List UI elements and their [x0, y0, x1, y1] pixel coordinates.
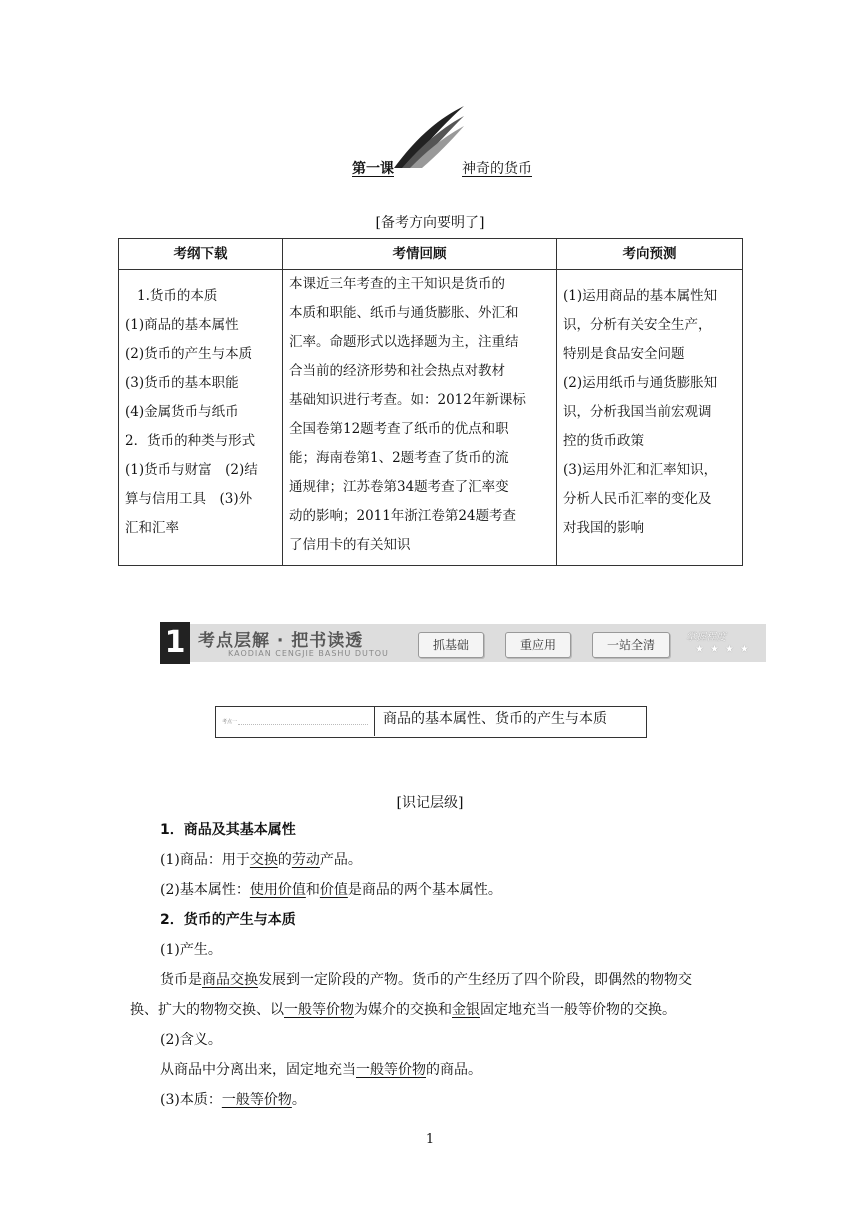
- text: 产品。: [319, 852, 362, 868]
- outline-line: 2．货币的种类与形式: [125, 433, 256, 449]
- paragraph-5: [130, 1000, 676, 1020]
- outline-line: (1)商品的基本属性: [125, 317, 239, 333]
- header-forecast: 考向预测: [557, 239, 743, 270]
- text: 是商品的两个基本属性。: [347, 882, 502, 898]
- forecast-line: 对我国的影响: [563, 520, 644, 536]
- forecast-line: 特别是食品安全问题: [563, 346, 685, 362]
- text: 。: [291, 1092, 306, 1108]
- forecast-line: (2)运用纸币与通货膨胀知: [563, 375, 718, 391]
- text: 从商品中分离出来，固定地充当: [160, 1062, 356, 1078]
- text: 发展到一定阶段的产物。货币的产生经历了四个阶段，即偶然的物物交: [258, 972, 692, 988]
- application-button[interactable]: 重应用: [505, 632, 571, 658]
- underlined-term: 使用价值: [249, 882, 306, 898]
- table-header-row: [119, 239, 743, 270]
- outline-cell: [119, 270, 283, 566]
- forecast-line: 识，分析有关安全生产，: [563, 317, 712, 333]
- forecast-line: 分析人民币汇率的变化及: [563, 491, 712, 507]
- paragraph-7: [160, 1060, 482, 1080]
- underlined-term: 一般等价物: [284, 1002, 354, 1018]
- review-line: 能；海南卷第1、2题考查了货币的流: [289, 450, 509, 466]
- underlined-term: 劳动: [291, 852, 320, 868]
- text: 换、扩大的物物交换、以: [130, 1002, 284, 1018]
- review-line: 动的影响；2011年浙江卷第24题考查: [289, 508, 517, 524]
- heading-1: 1．商品及其基本属性: [160, 822, 296, 838]
- paragraph-4: [160, 970, 692, 990]
- outline-line: (2)货币的产生与本质: [125, 346, 253, 362]
- basics-button[interactable]: 抓基础: [418, 632, 484, 658]
- underlined-term: 金银: [452, 1002, 480, 1018]
- paragraph-1: [160, 850, 362, 870]
- exam-outline-table: [118, 238, 743, 566]
- page-number: 1: [425, 1132, 435, 1147]
- mastery-stars-icon: ★★★★: [695, 644, 755, 655]
- underlined-term: 一般等价物: [356, 1062, 426, 1078]
- outline-line: (1)货币与财富 (2)结: [125, 462, 258, 478]
- paragraph-6: (2)含义。: [160, 1032, 222, 1048]
- outline-line: (3)货币的基本职能: [125, 375, 239, 391]
- review-line: 合当前的经济形势和社会热点对教材: [289, 363, 505, 379]
- text: 和: [305, 882, 320, 898]
- forecast-cell: [557, 270, 743, 566]
- banner-subtitle: KAODIAN CENGJIE BASHU DUTOU: [228, 649, 389, 658]
- forecast-line: (3)运用外汇和汇率知识，: [563, 462, 718, 478]
- forecast-line: (1)运用商品的基本属性知: [563, 288, 718, 304]
- paragraph-8: [160, 1090, 306, 1110]
- banner-number: 1: [160, 622, 190, 664]
- table-body-row: [119, 270, 743, 566]
- review-line: 汇率。命题形式以选择题为主，注重结: [289, 334, 519, 350]
- underlined-term: 商品交换: [202, 972, 258, 988]
- review-cell: [283, 270, 557, 566]
- forecast-line: 控的货币政策: [563, 433, 644, 449]
- mastery-label: 掌握程度: [686, 632, 726, 643]
- lesson-title: 神奇的货币: [462, 161, 532, 177]
- review-line: 本质和职能、纸币与通货膨胀、外汇和: [289, 305, 519, 321]
- paragraph-3: (1)产生。: [160, 942, 222, 958]
- text: 的: [277, 852, 292, 868]
- outline-line: 算与信用工具 (3)外: [125, 491, 253, 507]
- level-heading: [识记层级]: [396, 795, 464, 811]
- paragraph-2: [160, 880, 502, 900]
- review-line: 本课近三年考查的主干知识是货币的: [289, 276, 505, 292]
- swoosh-logo-icon: [392, 104, 466, 170]
- topic-tag: 考点一: [222, 719, 238, 725]
- text: 固定地充当一般等价物的交换。: [480, 1002, 676, 1018]
- outline-line: 1.货币的本质: [137, 288, 218, 304]
- review-line: 了信用卡的有关知识: [289, 537, 411, 553]
- text: (2)基本属性：: [160, 882, 250, 898]
- banner-title: 考点层解 · 把书读透: [198, 631, 364, 651]
- all-clear-button[interactable]: 一站全清: [592, 632, 670, 658]
- outline-line: 汇和汇率: [125, 520, 179, 536]
- header-review: 考情回顾: [283, 239, 557, 270]
- topic-title: 商品的基本属性、货币的产生与本质: [383, 711, 607, 727]
- heading-2: 2．货币的产生与本质: [160, 912, 296, 928]
- topic-label-cell: [215, 706, 375, 736]
- underlined-term: 一般等价物: [221, 1092, 292, 1108]
- text: (1)商品：用于: [160, 852, 250, 868]
- text: 为媒介的交换和: [354, 1002, 452, 1018]
- text: 货币是: [160, 972, 202, 988]
- review-line: 全国卷第12题考查了纸币的优点和职: [289, 421, 509, 437]
- text: (3)本质：: [160, 1092, 222, 1108]
- underlined-term: 交换: [249, 852, 278, 868]
- section-title: [备考方向要明了]: [375, 215, 485, 231]
- lesson-number: 第一课: [352, 161, 394, 177]
- text: 的商品。: [426, 1062, 482, 1078]
- outline-line: (4)金属货币与纸币: [125, 404, 239, 420]
- review-line: 通规律；江苏卷第34题考查了汇率变: [289, 479, 509, 495]
- header-outline: 考纲下载: [119, 239, 283, 270]
- topic-dotted-line: [238, 724, 368, 725]
- underlined-term: 价值: [319, 882, 348, 898]
- forecast-line: 识，分析我国当前宏观调: [563, 404, 712, 420]
- review-line: 基础知识进行考查。如：2012年新课标: [289, 392, 526, 408]
